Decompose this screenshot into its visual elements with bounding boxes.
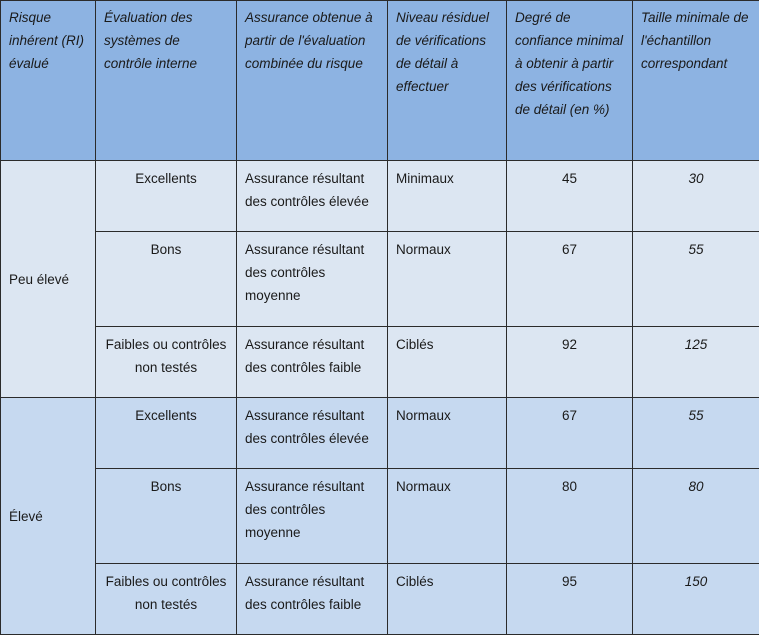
niveau-cell: Ciblés xyxy=(388,327,507,398)
degre-cell: 67 xyxy=(507,398,633,469)
evaluation-cell: Bons xyxy=(96,469,237,564)
risk-cell: Peu élevé xyxy=(1,161,96,398)
risk-cell: Élevé xyxy=(1,398,96,635)
evaluation-cell: Faibles ou contrôles non testés xyxy=(96,327,237,398)
assurance-cell: Assurance résultant des contrôles faible xyxy=(237,564,388,635)
assurance-cell: Assurance résultant des contrôles moyenne xyxy=(237,232,388,327)
taille-cell: 125 xyxy=(633,327,759,398)
table-row xyxy=(1,398,759,469)
niveau-cell: Ciblés xyxy=(388,564,507,635)
header-row xyxy=(1,1,759,161)
header-degre: Degré de confiance minimal à obtenir à partir des vérifications de détail (en %) xyxy=(507,1,633,161)
evaluation-cell: Excellents xyxy=(96,161,237,232)
table-row xyxy=(1,161,759,232)
table-row xyxy=(1,469,759,564)
niveau-cell: Normaux xyxy=(388,398,507,469)
evaluation-cell: Faibles ou contrôles non testés xyxy=(96,564,237,635)
degre-cell: 45 xyxy=(507,161,633,232)
assurance-cell: Assurance résultant des contrôles moyenne xyxy=(237,469,388,564)
niveau-cell: Normaux xyxy=(388,469,507,564)
evaluation-cell: Bons xyxy=(96,232,237,327)
assurance-cell: Assurance résultant des contrôles élevée xyxy=(237,398,388,469)
evaluation-cell: Excellents xyxy=(96,398,237,469)
taille-cell: 55 xyxy=(633,232,759,327)
taille-cell: 80 xyxy=(633,469,759,564)
table-row xyxy=(1,232,759,327)
header-evaluation: Évaluation des systèmes de contrôle interne xyxy=(96,1,237,161)
degre-cell: 92 xyxy=(507,327,633,398)
degre-cell: 67 xyxy=(507,232,633,327)
table-row xyxy=(1,564,759,635)
header-assurance: Assurance obtenue à partir de l'évaluation combinée du risque xyxy=(237,1,388,161)
taille-cell: 55 xyxy=(633,398,759,469)
header-niveau: Niveau résiduel de vérifications de détail à effectuer xyxy=(388,1,507,161)
header-taille: Taille minimale de l'échantillon correspondant xyxy=(633,1,759,161)
taille-cell: 30 xyxy=(633,161,759,232)
degre-cell: 95 xyxy=(507,564,633,635)
header-risque: Risque inhérent (RI) évalué xyxy=(1,1,96,161)
degre-cell: 80 xyxy=(507,469,633,564)
assurance-cell: Assurance résultant des contrôles élevée xyxy=(237,161,388,232)
table-row xyxy=(1,327,759,398)
niveau-cell: Minimaux xyxy=(388,161,507,232)
taille-cell: 150 xyxy=(633,564,759,635)
niveau-cell: Normaux xyxy=(388,232,507,327)
assurance-cell: Assurance résultant des contrôles faible xyxy=(237,327,388,398)
